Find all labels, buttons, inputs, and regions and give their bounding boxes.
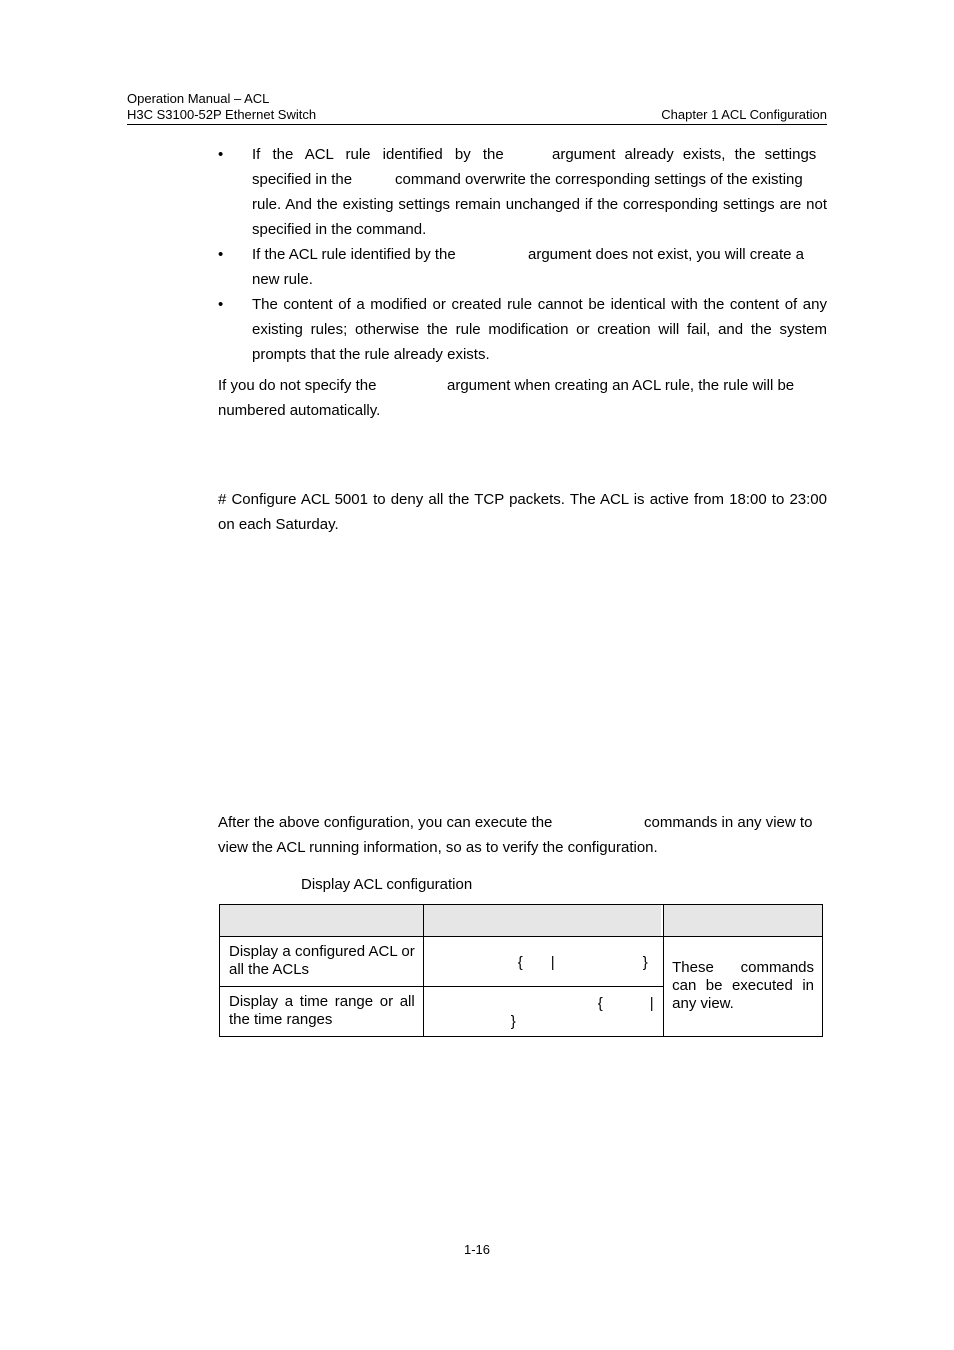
header-cell-separator	[661, 905, 663, 936]
bullet-1-rest: rule. And the existing settings remain unchanged if the corresponding settings are not specified in the command.	[252, 196, 827, 238]
bullet-1-line1-end: argument already exists, the settings	[552, 146, 817, 163]
command-cell	[423, 937, 663, 987]
table-header-row	[220, 905, 823, 937]
bullet-1-line2-end: command overwrite the corresponding settings of the existing	[395, 171, 803, 188]
bullet-2-line1-start: If the ACL rule identified by the	[252, 246, 456, 263]
numbering-note	[218, 373, 827, 423]
header-cell-command	[423, 905, 663, 937]
verify-paragraph	[218, 810, 827, 860]
note-rest: numbered automatically.	[218, 402, 381, 419]
bullet-dot: •	[218, 146, 224, 163]
example-paragraph: # Configure ACL 5001 to deny all the TCP packets. The ACL is active from 18:00 to 23:00 on each Saturday.	[218, 491, 827, 533]
header-rule	[127, 124, 827, 125]
operation-cell	[220, 937, 424, 987]
manual-title: Operation Manual – ACL	[127, 91, 270, 106]
page-number: 1-16	[463, 1242, 491, 1257]
operation-cell	[220, 987, 424, 1037]
bullet-2-rest: new rule.	[252, 271, 313, 288]
operation-text: Display a time range or all the time ranges	[229, 993, 415, 1028]
brace-open: {	[597, 995, 603, 1012]
note-line1-end: argument when creating an ACL rule, the rule will be	[447, 377, 795, 394]
command-cell	[423, 987, 663, 1037]
bullet-item	[218, 292, 827, 367]
bullet-1-line2-start: specified in the	[252, 171, 353, 188]
bullet-item	[218, 142, 827, 242]
remarks-cell	[664, 937, 823, 1037]
bullet-dot: •	[218, 246, 224, 263]
header-cell-remarks	[664, 905, 823, 937]
brace-close: }	[510, 1013, 516, 1030]
verify-line1-end: commands in any view to	[644, 814, 813, 831]
chapter-title: Chapter 1 ACL Configuration	[661, 107, 827, 122]
table-row	[220, 937, 823, 987]
brace-close: }	[642, 954, 648, 971]
bullet-item	[218, 242, 827, 292]
brace-open: {	[517, 954, 523, 971]
product-name: H3C S3100-52P Ethernet Switch	[127, 107, 317, 122]
operation-text: Display a configured ACL or all the ACLs	[229, 943, 415, 978]
verify-rest: view the ACL running information, so as to verify the configuration.	[218, 839, 658, 856]
display-acl-table	[219, 904, 823, 1037]
pipe-separator: |	[550, 954, 555, 971]
table-caption: Display ACL configuration	[301, 876, 473, 893]
verify-line1-start: After the above configuration, you can execute the	[218, 814, 553, 831]
note-line1-start: If you do not specify the	[218, 377, 377, 394]
bullet-dot: •	[218, 296, 224, 313]
running-header-left	[127, 91, 316, 123]
bullet-2-line1-end: argument does not exist, you will create a	[528, 246, 804, 263]
bullet-3-text: The content of a modified or created rule cannot be identical with the content of any existing rules; otherwise the rule modification or creation will fail, and the system prompts that the rule already exists.	[252, 296, 827, 363]
header-cell-operation	[220, 905, 424, 937]
pipe-separator: |	[649, 995, 654, 1012]
bullet-1-line1-start: If the ACL rule identified by the	[252, 146, 504, 163]
remarks-text: These commands can be executed in any view.	[672, 958, 814, 1012]
